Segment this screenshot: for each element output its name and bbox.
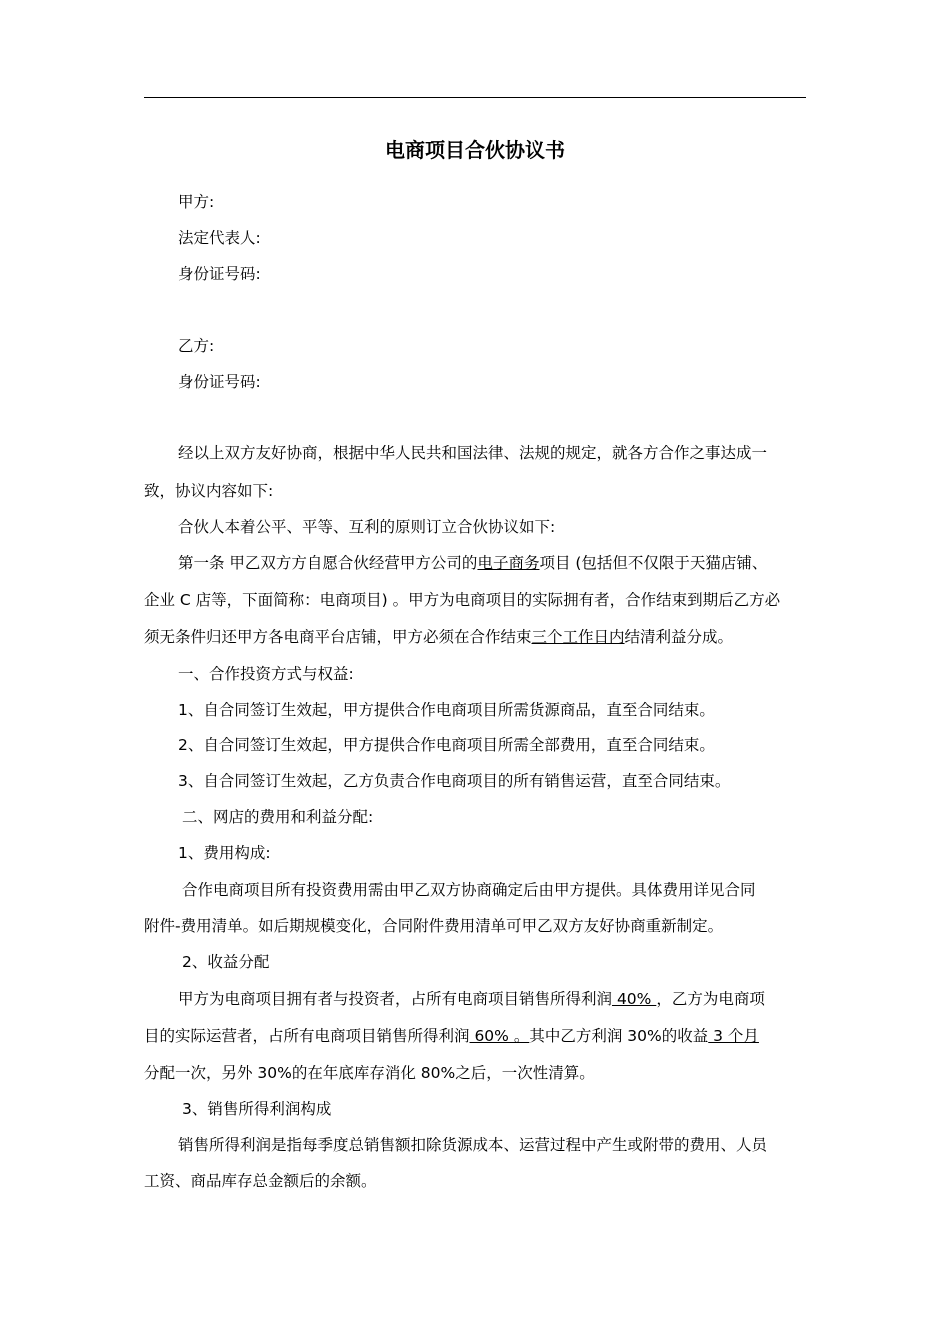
article1-ecommerce-underlined: 电子商务	[477, 554, 540, 572]
article1-line-3-post: 结清利益分成。	[624, 628, 734, 646]
income-line-3: 分配一次，另外 30%的在年底库存消化 80%之后，一次性清算。	[144, 1064, 595, 1082]
cost-line-1: 合作电商项目所有投资费用需由甲乙双方协商确定后由甲方提供。具体费用详见合同	[182, 881, 756, 899]
income-line-1-post: ，乙方为电商项	[656, 990, 765, 1008]
profit-heading: 3、销售所得利润构成	[182, 1100, 332, 1118]
party-a-id-label: 身份证号码:	[178, 265, 261, 283]
section1-item-1: 1、自合同签订生效起，甲方提供合作电商项目所需货源商品，直至合同结束。	[178, 701, 715, 719]
intro-line-2: 致，协议内容如下:	[144, 482, 274, 500]
party-a-share-underlined: 40%	[612, 990, 657, 1008]
party-b-id-label: 身份证号码:	[178, 373, 261, 391]
payout-period-underlined: 3 个月	[708, 1027, 759, 1045]
cost-line-2: 附件-费用清单。如后期规模变化，合同附件费用清单可甲乙双方友好协商重新制定。	[144, 917, 724, 935]
income-line-2	[144, 1024, 806, 1048]
article1-line-1-pre: 第一条 甲乙双方方自愿合伙经营甲方公司的	[178, 554, 478, 572]
document-title: 电商项目合伙协议书	[385, 138, 565, 162]
income-line-1-pre: 甲方为电商项目拥有者与投资者，占所有电商项目销售所得利润	[178, 990, 613, 1008]
article1-line-3	[144, 625, 806, 649]
principle-text: 合伙人本着公平、平等、互利的原则订立合伙协议如下:	[178, 518, 556, 536]
profit-line-1: 销售所得利润是指每季度总销售额扣除货源成本、运营过程中产生或附带的费用、人员	[178, 1136, 768, 1154]
party-b-label: 乙方:	[178, 337, 215, 355]
article1-line-1	[144, 551, 840, 575]
cost-heading: 1、费用构成:	[178, 844, 271, 862]
income-heading: 2、收益分配	[182, 953, 270, 971]
party-a-representative-label: 法定代表人:	[178, 229, 261, 247]
article1-line-2: 企业 C 店等，下面简称：电商项目) 。甲方为电商项目的实际拥有者，合作结束到期后乙方必	[144, 591, 781, 609]
article1-line-3-pre: 须无条件归还甲方各电商平台店铺，甲方必须在合作结束	[144, 628, 532, 646]
section1-item-3: 3、自合同签订生效起，乙方负责合作电商项目的所有销售运营，直至合同结束。	[178, 772, 731, 790]
party-b-share-underlined: 60% 。	[469, 1027, 530, 1045]
income-line-2-pre: 目的实际运营者，占所有电商项目销售所得利润	[144, 1027, 470, 1045]
header-rule	[144, 97, 806, 98]
profit-line-2: 工资、商品库存总金额后的余额。	[144, 1172, 377, 1190]
income-line-2-mid: 其中乙方利润 30%的收益	[529, 1027, 709, 1045]
article1-deadline-underlined: 三个工作日内	[531, 628, 625, 646]
section2-heading: 二、网店的费用和利益分配:	[182, 808, 374, 826]
party-a-label: 甲方:	[178, 193, 215, 211]
section1-heading: 一、合作投资方式与权益:	[178, 665, 354, 683]
article1-line-1-post: 项目 (包括但不仅限于天猫店铺、	[539, 554, 768, 572]
intro-line-1: 经以上双方友好协商，根据中华人民共和国法律、法规的规定，就各方合作之事达成一	[178, 444, 768, 462]
income-line-1	[144, 987, 840, 1011]
section1-item-2: 2、自合同签订生效起，甲方提供合作电商项目所需全部费用，直至合同结束。	[178, 736, 715, 754]
